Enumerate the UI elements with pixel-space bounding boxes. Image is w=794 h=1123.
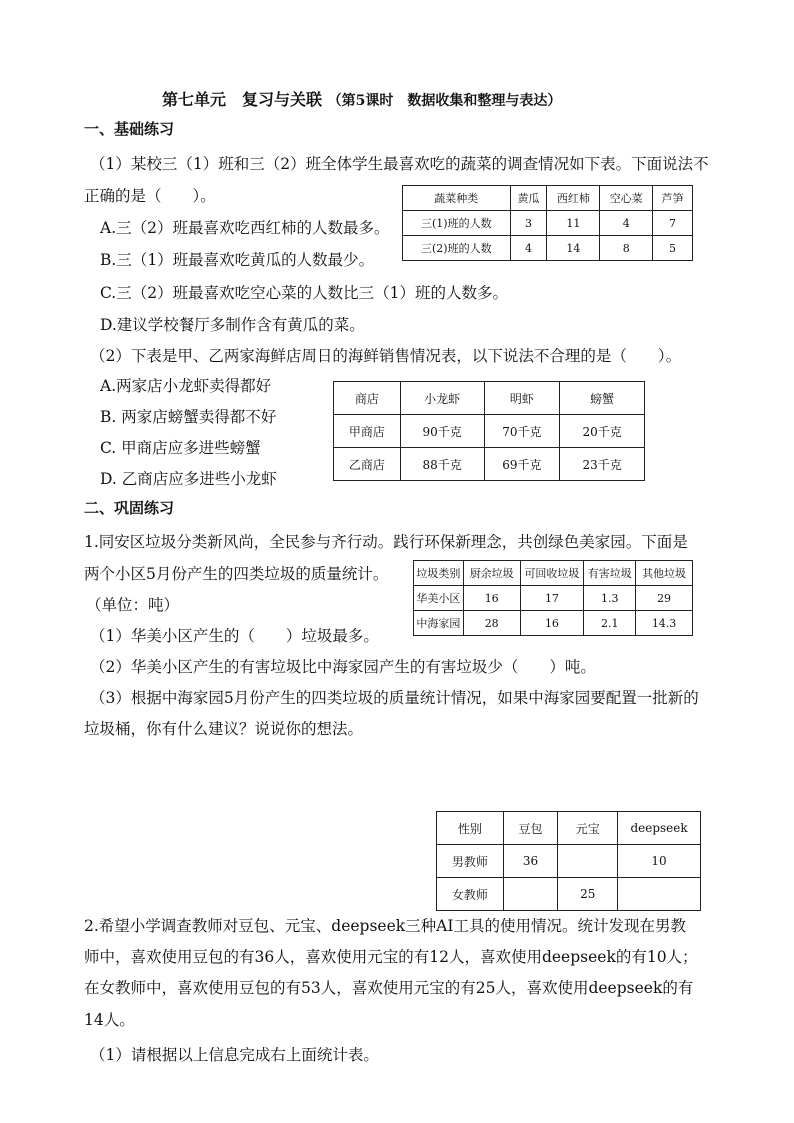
table-cell: 8 <box>600 236 653 261</box>
q2-line1: （2）下表是甲、乙两家海鲜店周日的海鲜销售情况表，以下说法不合理的是（ ）。 <box>90 347 682 365</box>
title-sub: （第5课时 数据收集和整理与表达） <box>327 93 562 109</box>
table-cell: 28 <box>463 611 520 636</box>
section-heading-consolidate: 二、巩固练习 <box>84 499 175 517</box>
q1-option-d: D.建议学校餐厅多制作含有黄瓜的菜。 <box>100 316 365 334</box>
q2-seafood-table <box>333 381 645 481</box>
table-cell: 2.1 <box>584 611 636 636</box>
table-row <box>403 211 693 236</box>
table-header-row <box>414 561 693 586</box>
table-header-row <box>437 812 701 845</box>
table-cell: 90千克 <box>400 415 484 448</box>
table-cell: 3 <box>510 211 547 236</box>
table-row <box>334 415 645 448</box>
table-header-cell: 可回收垃圾 <box>520 561 584 586</box>
q3-line2: 两个小区5月份产生的四类垃圾的质量统计。 <box>84 565 389 583</box>
table-header-cell: 明虾 <box>484 382 560 415</box>
table-cell: 乙商店 <box>334 448 401 481</box>
section-heading-basic: 一、基础练习 <box>84 120 175 138</box>
table-cell-blank[interactable] <box>503 878 558 911</box>
q1-option-a: A.三（2）班最喜欢吃西红柿的人数最多。 <box>100 219 390 237</box>
q1-option-c: C.三（2）班最喜欢吃空心菜的人数比三（1）班的人数多。 <box>100 284 508 302</box>
q3-line1: 1.同安区垃圾分类新风尚，全民参与齐行动。践行环保新理念，共创绿色美家园。下面是 <box>84 533 688 551</box>
table-header-cell: 豆包 <box>503 812 558 845</box>
table-header-cell: 蔬菜种类 <box>403 186 511 211</box>
q3-sub2: （2）华美小区产生的有害垃圾比中海家园产生的有害垃圾少（ ）吨。 <box>90 658 596 676</box>
table-header-cell: 螃蟹 <box>560 382 645 415</box>
q2-option-c: C. 甲商店应多进些螃蟹 <box>100 439 261 457</box>
table-cell: 29 <box>636 586 693 611</box>
table-header-cell: 元宝 <box>558 812 618 845</box>
table-cell: 1.3 <box>584 586 636 611</box>
table-cell: 华美小区 <box>414 586 464 611</box>
table-row <box>403 236 693 261</box>
table-cell: 4 <box>600 211 653 236</box>
table-row <box>334 448 645 481</box>
q3-sub1: （1）华美小区产生的（ ）垃圾最多。 <box>90 627 379 645</box>
table-cell: 36 <box>503 845 558 878</box>
q4-line1: 2.希望小学调查教师对豆包、元宝、deepseek三种AI工具的使用情况。统计发现在男教 <box>84 917 686 935</box>
table-cell: 三(1)班的人数 <box>403 211 511 236</box>
q3-sub3-line1: （3）根据中海家园5月份产生的四类垃圾的质量统计情况，如果中海家园要配置一批新的 <box>90 689 699 707</box>
table-header-cell: 有害垃圾 <box>584 561 636 586</box>
table-row <box>414 586 693 611</box>
q3-garbage-table <box>413 560 693 636</box>
table-header-cell: 小龙虾 <box>400 382 484 415</box>
q4-line2: 师中，喜欢使用豆包的有36人，喜欢使用元宝的有12人，喜欢使用deepseek的有10人； <box>84 948 698 966</box>
table-cell: 14 <box>547 236 600 261</box>
q4-ai-tool-table <box>436 811 701 911</box>
table-header-cell: deepseek <box>618 812 701 845</box>
table-header-row <box>334 382 645 415</box>
q1-vegetable-table <box>402 185 693 261</box>
page-title <box>162 87 561 110</box>
table-header-cell: 西红柿 <box>547 186 600 211</box>
table-cell: 男教师 <box>437 845 504 878</box>
table-header-row <box>403 186 693 211</box>
table-cell: 11 <box>547 211 600 236</box>
table-cell: 20千克 <box>560 415 645 448</box>
table-cell-blank[interactable] <box>618 878 701 911</box>
table-cell: 16 <box>463 586 520 611</box>
q1-option-b: B.三（1）班最喜欢吃黄瓜的人数最少。 <box>100 251 375 269</box>
table-cell: 25 <box>558 878 618 911</box>
table-header-cell: 芦笋 <box>653 186 693 211</box>
table-cell: 4 <box>510 236 547 261</box>
table-cell: 10 <box>618 845 701 878</box>
q2-option-b: B. 两家店螃蟹卖得都不好 <box>100 408 277 426</box>
table-cell-blank[interactable] <box>558 845 618 878</box>
table-header-cell: 商店 <box>334 382 401 415</box>
q4-line4: 14人。 <box>84 1011 135 1029</box>
table-row <box>437 878 701 911</box>
table-header-cell: 性别 <box>437 812 504 845</box>
table-cell: 23千克 <box>560 448 645 481</box>
q1-line1: （1）某校三（1）班和三（2）班全体学生最喜欢吃的蔬菜的调查情况如下表。下面说法不 <box>90 155 709 173</box>
table-header-cell: 空心菜 <box>600 186 653 211</box>
table-header-cell: 其他垃圾 <box>636 561 693 586</box>
q1-line2: 正确的是（ ）。 <box>84 187 216 205</box>
table-header-cell: 厨余垃圾 <box>463 561 520 586</box>
table-cell: 88千克 <box>400 448 484 481</box>
q2-option-a: A.两家店小龙虾卖得都好 <box>100 377 272 395</box>
table-cell: 14.3 <box>636 611 693 636</box>
table-row <box>437 845 701 878</box>
table-cell: 16 <box>520 611 584 636</box>
title-main: 第七单元 复习与关联 <box>162 90 323 109</box>
table-cell: 5 <box>653 236 693 261</box>
q3-unit: （单位：吨） <box>86 596 180 614</box>
q4-sub1: （1）请根据以上信息完成右上面统计表。 <box>90 1046 379 1064</box>
table-cell: 中海家园 <box>414 611 464 636</box>
table-cell: 69千克 <box>484 448 560 481</box>
table-row <box>414 611 693 636</box>
table-cell: 女教师 <box>437 878 504 911</box>
table-cell: 17 <box>520 586 584 611</box>
table-cell: 甲商店 <box>334 415 401 448</box>
q4-line3: 在女教师中，喜欢使用豆包的有53人，喜欢使用元宝的有25人，喜欢使用deepseek的有 <box>84 979 694 997</box>
table-cell: 三(2)班的人数 <box>403 236 511 261</box>
q3-sub3-line2: 垃圾桶，你有什么建议？说说你的想法。 <box>84 720 364 738</box>
table-header-cell: 黄瓜 <box>510 186 547 211</box>
table-cell: 70千克 <box>484 415 560 448</box>
table-cell: 7 <box>653 211 693 236</box>
table-header-cell: 垃圾类别 <box>414 561 464 586</box>
q2-option-d: D. 乙商店应多进些小龙虾 <box>100 470 277 488</box>
